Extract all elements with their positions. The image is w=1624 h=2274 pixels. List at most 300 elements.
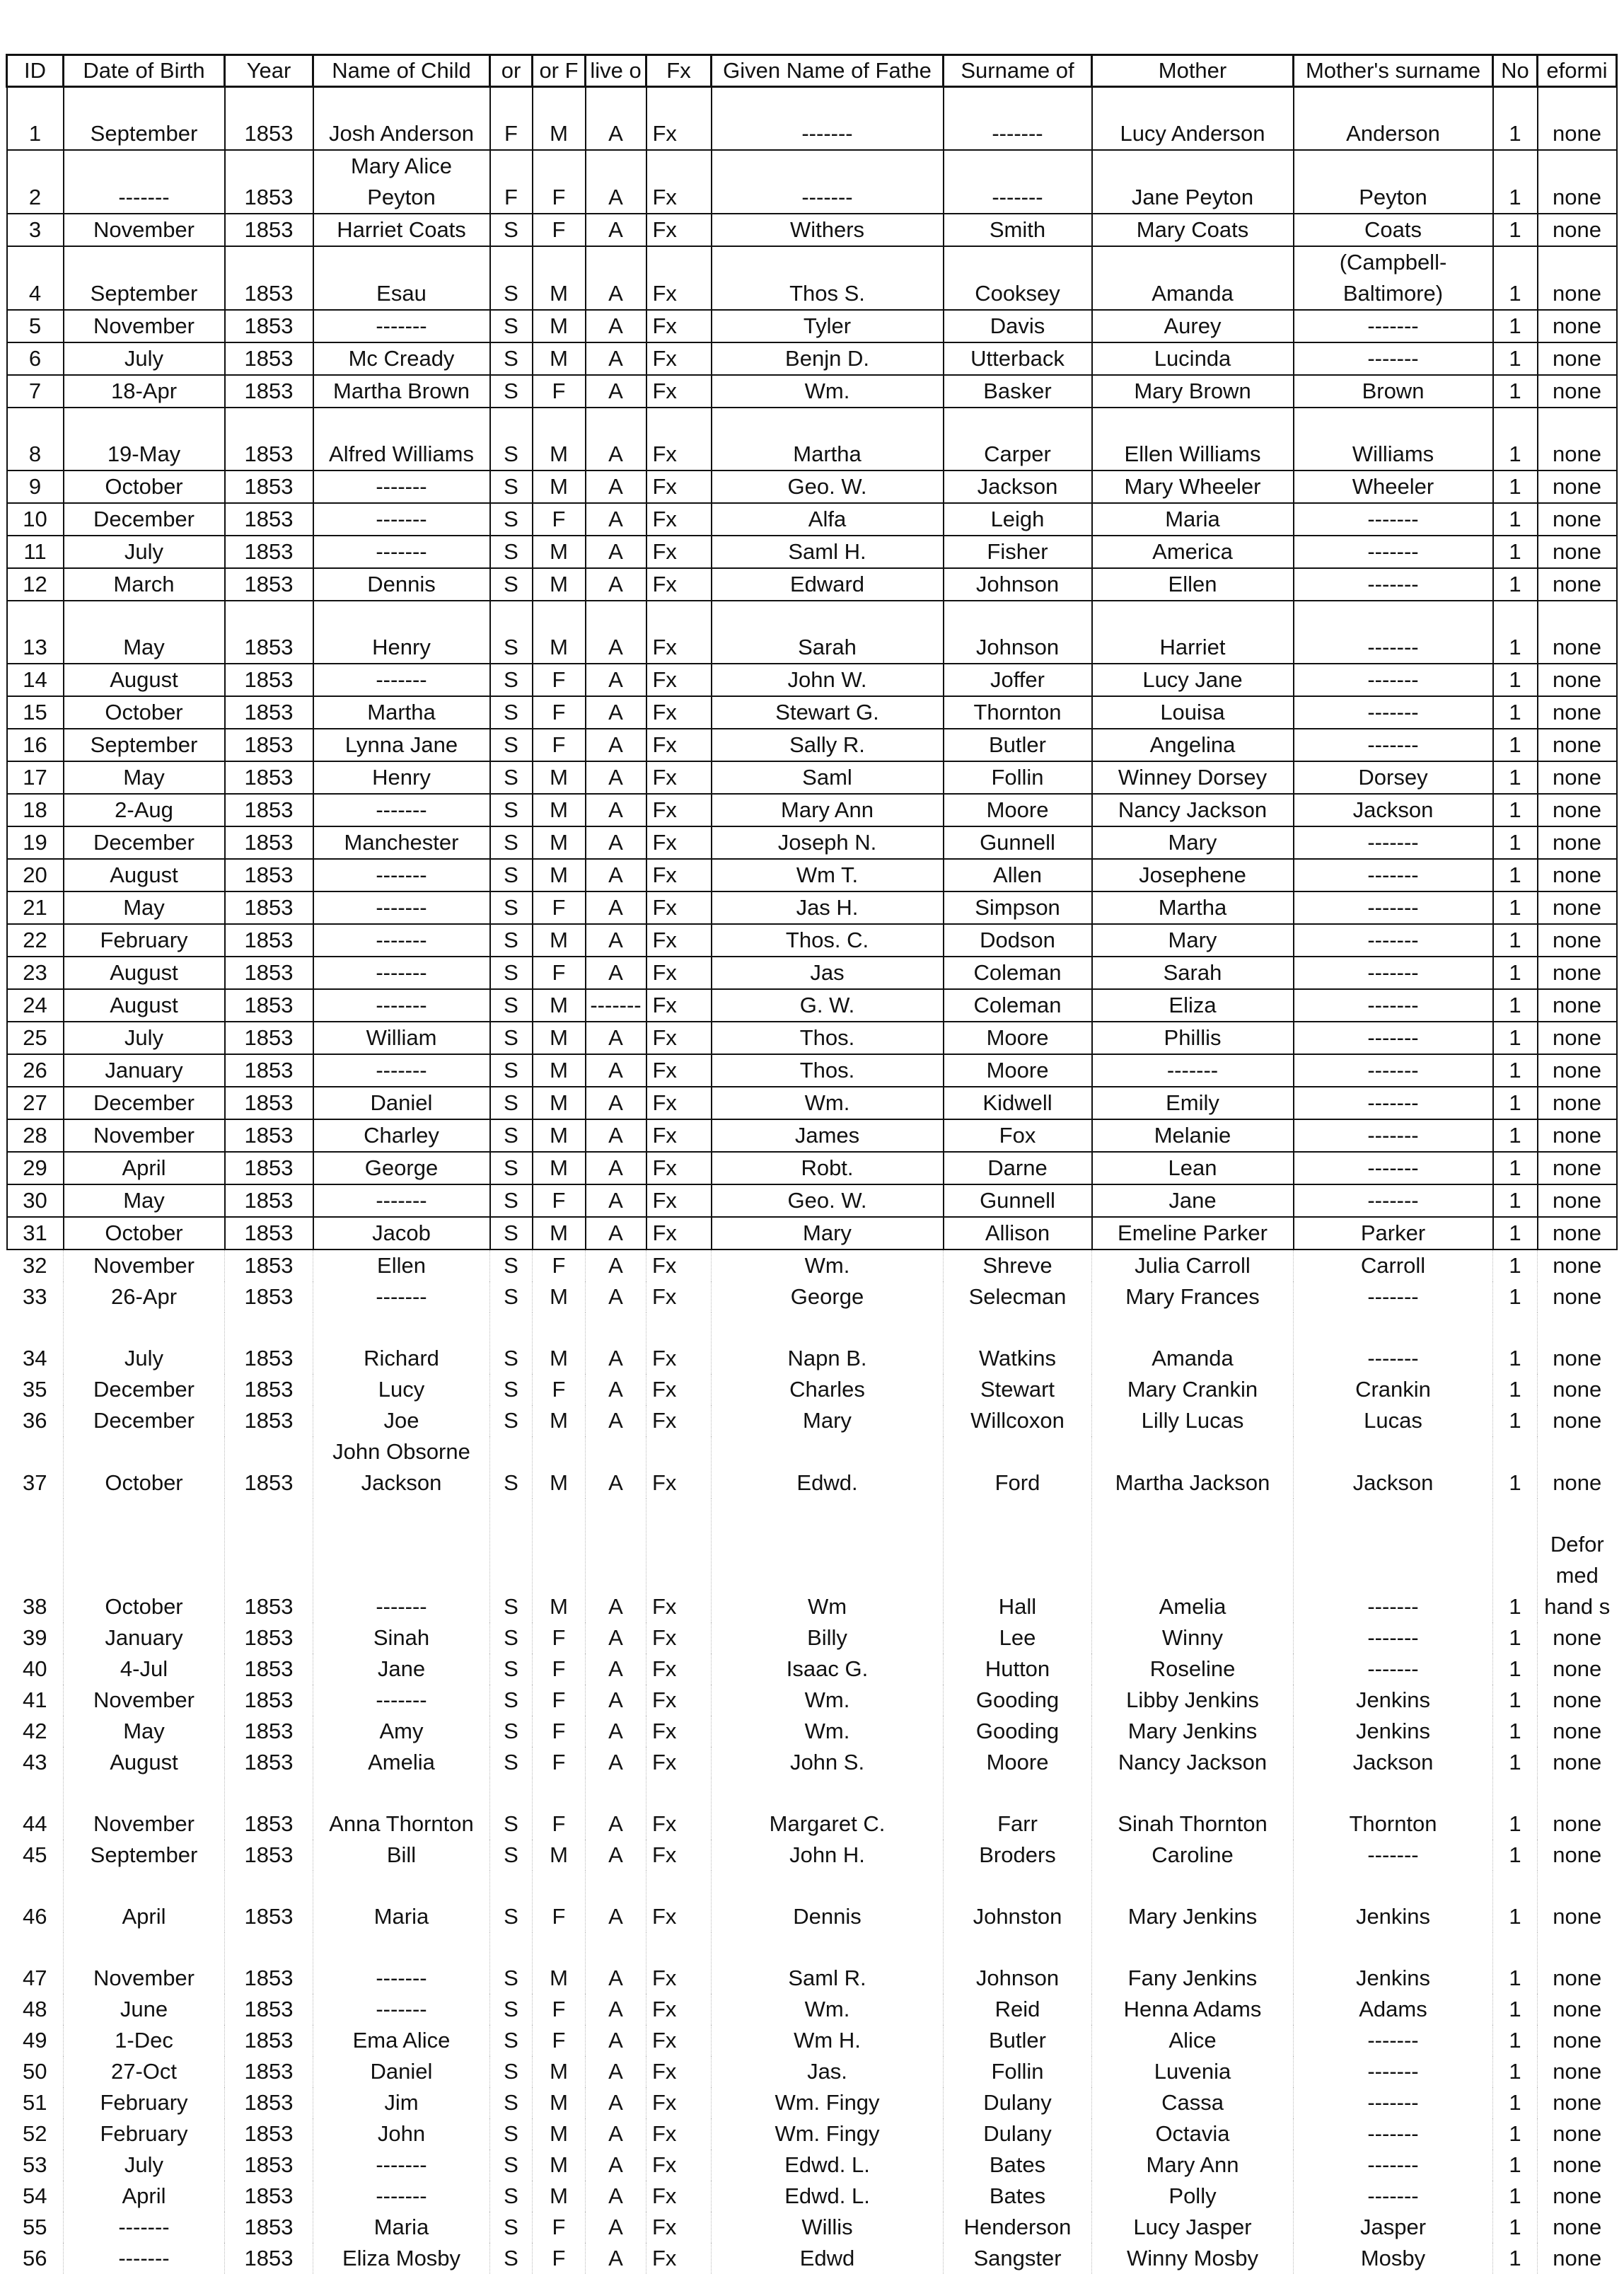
cell-status: S bbox=[490, 957, 533, 989]
cell-surname: Butler bbox=[944, 2025, 1092, 2056]
cell-id: 38 bbox=[7, 1499, 64, 1622]
cell-name-of-child: ------- bbox=[313, 310, 490, 342]
table-row bbox=[7, 1747, 1617, 1778]
cell-alive: A bbox=[586, 1152, 646, 1184]
cell-mother: Emeline Parker bbox=[1092, 1217, 1294, 1249]
cell-mother-surname: ------- bbox=[1294, 1499, 1493, 1622]
table-row bbox=[7, 214, 1617, 246]
cell-alive: A bbox=[586, 1932, 646, 1994]
cell-surname: Gunnell bbox=[944, 1184, 1092, 1217]
cell-id: 7 bbox=[7, 375, 64, 408]
cell-mother-surname: ------- bbox=[1294, 1054, 1493, 1087]
cell-sex: F bbox=[533, 891, 586, 924]
cell-sex: M bbox=[533, 1840, 586, 1871]
cell-surname: Joffer bbox=[944, 664, 1092, 696]
cell-no: 1 bbox=[1493, 2212, 1538, 2243]
cell-father-given-name: Thos. C. bbox=[712, 924, 944, 957]
cell-surname: Butler bbox=[944, 729, 1092, 761]
cell-sex: F bbox=[533, 150, 586, 214]
cell-deformity: none bbox=[1538, 1152, 1617, 1184]
cell-id: 47 bbox=[7, 1932, 64, 1994]
cell-sex: M bbox=[533, 2087, 586, 2118]
cell-fx: Fx bbox=[646, 1022, 712, 1054]
cell-year: 1853 bbox=[225, 408, 313, 471]
cell-alive: A bbox=[586, 342, 646, 375]
cell-status: S bbox=[490, 1653, 533, 1685]
cell-name-of-child: William bbox=[313, 1022, 490, 1054]
cell-status: S bbox=[490, 1312, 533, 1374]
cell-deformity: none bbox=[1538, 214, 1617, 246]
cell-name-of-child: Mary Alice Peyton bbox=[313, 150, 490, 214]
cell-father-given-name: Thos. bbox=[712, 1054, 944, 1087]
cell-name-of-child: Lucy bbox=[313, 1374, 490, 1405]
cell-surname: Shreve bbox=[944, 1249, 1092, 1281]
cell-surname: Reid bbox=[944, 1994, 1092, 2025]
table-row bbox=[7, 568, 1617, 601]
cell-id: 2 bbox=[7, 150, 64, 214]
cell-date-of-birth: August bbox=[64, 859, 225, 891]
cell-fx: Fx bbox=[646, 924, 712, 957]
cell-mother-surname: ------- bbox=[1294, 310, 1493, 342]
cell-id: 11 bbox=[7, 536, 64, 568]
cell-year: 1853 bbox=[225, 794, 313, 826]
cell-date-of-birth: 19-May bbox=[64, 408, 225, 471]
cell-id: 24 bbox=[7, 989, 64, 1022]
cell-no: 1 bbox=[1493, 1087, 1538, 1119]
cell-alive: A bbox=[586, 2243, 646, 2274]
header-status: or bbox=[490, 55, 533, 87]
cell-surname: Selecman bbox=[944, 1281, 1092, 1312]
cell-sex: F bbox=[533, 664, 586, 696]
table-row bbox=[7, 826, 1617, 859]
cell-sex: F bbox=[533, 1778, 586, 1840]
cell-father-given-name: Margaret C. bbox=[712, 1778, 944, 1840]
cell-alive: A bbox=[586, 1716, 646, 1747]
header-deformity: eformi bbox=[1538, 55, 1617, 87]
cell-alive: A bbox=[586, 568, 646, 601]
cell-no: 1 bbox=[1493, 1778, 1538, 1840]
cell-no: 1 bbox=[1493, 761, 1538, 794]
cell-no: 1 bbox=[1493, 1685, 1538, 1716]
cell-name-of-child: John bbox=[313, 2118, 490, 2149]
cell-name-of-child: ------- bbox=[313, 664, 490, 696]
cell-alive: A bbox=[586, 1653, 646, 1685]
cell-year: 1853 bbox=[225, 1778, 313, 1840]
cell-sex: M bbox=[533, 471, 586, 503]
cell-year: 1853 bbox=[225, 2243, 313, 2274]
cell-fx: Fx bbox=[646, 1249, 712, 1281]
cell-mother: Mary bbox=[1092, 826, 1294, 859]
cell-father-given-name: Edwd. L. bbox=[712, 2149, 944, 2181]
cell-fx: Fx bbox=[646, 1932, 712, 1994]
cell-alive: A bbox=[586, 664, 646, 696]
cell-date-of-birth: July bbox=[64, 536, 225, 568]
table-row bbox=[7, 1436, 1617, 1499]
table-row bbox=[7, 664, 1617, 696]
cell-name-of-child: Jim bbox=[313, 2087, 490, 2118]
cell-no: 1 bbox=[1493, 2056, 1538, 2087]
cell-mother-surname: Lucas bbox=[1294, 1405, 1493, 1436]
cell-fx: Fx bbox=[646, 1716, 712, 1747]
cell-id: 34 bbox=[7, 1312, 64, 1374]
cell-surname: Moore bbox=[944, 1022, 1092, 1054]
cell-deformity: none bbox=[1538, 761, 1617, 794]
cell-id: 27 bbox=[7, 1087, 64, 1119]
cell-status: S bbox=[490, 2087, 533, 2118]
cell-no: 1 bbox=[1493, 2181, 1538, 2212]
cell-alive: A bbox=[586, 1249, 646, 1281]
cell-year: 1853 bbox=[225, 375, 313, 408]
cell-mother: Harriet bbox=[1092, 601, 1294, 664]
cell-father-given-name: Dennis bbox=[712, 1871, 944, 1932]
cell-mother-surname: ------- bbox=[1294, 859, 1493, 891]
cell-status: S bbox=[490, 1054, 533, 1087]
cell-sex: F bbox=[533, 1871, 586, 1932]
cell-fx: Fx bbox=[646, 1840, 712, 1871]
cell-father-given-name: Mary bbox=[712, 1405, 944, 1436]
cell-mother: Nancy Jackson bbox=[1092, 794, 1294, 826]
cell-fx: Fx bbox=[646, 2212, 712, 2243]
cell-fx: Fx bbox=[646, 2243, 712, 2274]
cell-mother-surname: ------- bbox=[1294, 664, 1493, 696]
table-row bbox=[7, 1405, 1617, 1436]
cell-status: S bbox=[490, 1436, 533, 1499]
cell-no: 1 bbox=[1493, 1312, 1538, 1374]
cell-year: 1853 bbox=[225, 1022, 313, 1054]
cell-status: S bbox=[490, 761, 533, 794]
cell-surname: Gunnell bbox=[944, 826, 1092, 859]
cell-fx: Fx bbox=[646, 408, 712, 471]
cell-mother: Nancy Jackson bbox=[1092, 1747, 1294, 1778]
cell-date-of-birth: July bbox=[64, 342, 225, 375]
cell-sex: F bbox=[533, 1653, 586, 1685]
cell-sex: M bbox=[533, 1119, 586, 1152]
table-row bbox=[7, 891, 1617, 924]
cell-mother: Louisa bbox=[1092, 696, 1294, 729]
cell-year: 1853 bbox=[225, 989, 313, 1022]
cell-name-of-child: John Obsorne Jackson bbox=[313, 1436, 490, 1499]
cell-no: 1 bbox=[1493, 375, 1538, 408]
cell-mother: Octavia bbox=[1092, 2118, 1294, 2149]
cell-deformity: none bbox=[1538, 2149, 1617, 2181]
cell-deformity: none bbox=[1538, 601, 1617, 664]
cell-deformity: none bbox=[1538, 664, 1617, 696]
cell-father-given-name: Wm. bbox=[712, 1716, 944, 1747]
cell-mother: Julia Carroll bbox=[1092, 1249, 1294, 1281]
cell-fx: Fx bbox=[646, 729, 712, 761]
cell-mother: America bbox=[1092, 536, 1294, 568]
table-row bbox=[7, 1374, 1617, 1405]
cell-year: 1853 bbox=[225, 2149, 313, 2181]
cell-mother: Lucinda bbox=[1092, 342, 1294, 375]
cell-sex: M bbox=[533, 246, 586, 310]
cell-status: S bbox=[490, 859, 533, 891]
cell-father-given-name: John W. bbox=[712, 664, 944, 696]
cell-date-of-birth: August bbox=[64, 957, 225, 989]
cell-fx: Fx bbox=[646, 1217, 712, 1249]
table-row bbox=[7, 924, 1617, 957]
cell-date-of-birth: August bbox=[64, 989, 225, 1022]
cell-mother-surname: Dorsey bbox=[1294, 761, 1493, 794]
cell-mother-surname: ------- bbox=[1294, 1119, 1493, 1152]
cell-date-of-birth: June bbox=[64, 1994, 225, 2025]
cell-father-given-name: Willis bbox=[712, 2212, 944, 2243]
cell-name-of-child: Anna Thornton bbox=[313, 1778, 490, 1840]
cell-alive: A bbox=[586, 87, 646, 151]
cell-name-of-child: ------- bbox=[313, 536, 490, 568]
cell-date-of-birth: 1-Dec bbox=[64, 2025, 225, 2056]
cell-mother: Mary Jenkins bbox=[1092, 1716, 1294, 1747]
cell-alive: A bbox=[586, 729, 646, 761]
cell-mother: Jane bbox=[1092, 1184, 1294, 1217]
cell-no: 1 bbox=[1493, 342, 1538, 375]
cell-status: S bbox=[490, 696, 533, 729]
cell-alive: A bbox=[586, 214, 646, 246]
cell-id: 15 bbox=[7, 696, 64, 729]
cell-id: 37 bbox=[7, 1436, 64, 1499]
cell-date-of-birth: ------- bbox=[64, 2212, 225, 2243]
cell-alive: A bbox=[586, 471, 646, 503]
cell-fx: Fx bbox=[646, 1436, 712, 1499]
cell-deformity: none bbox=[1538, 2181, 1617, 2212]
header-no: No bbox=[1493, 55, 1538, 87]
cell-fx: Fx bbox=[646, 1499, 712, 1622]
cell-status: S bbox=[490, 2118, 533, 2149]
cell-mother-surname: ------- bbox=[1294, 989, 1493, 1022]
cell-deformity: none bbox=[1538, 536, 1617, 568]
cell-surname: Smith bbox=[944, 214, 1092, 246]
cell-no: 1 bbox=[1493, 1716, 1538, 1747]
cell-status: S bbox=[490, 246, 533, 310]
cell-surname: Gooding bbox=[944, 1685, 1092, 1716]
cell-fx: Fx bbox=[646, 664, 712, 696]
cell-fx: Fx bbox=[646, 1994, 712, 2025]
table-row bbox=[7, 2025, 1617, 2056]
table-row bbox=[7, 2118, 1617, 2149]
cell-status: S bbox=[490, 1184, 533, 1217]
cell-alive: A bbox=[586, 1312, 646, 1374]
cell-date-of-birth: December bbox=[64, 1374, 225, 1405]
cell-status: S bbox=[490, 1374, 533, 1405]
cell-father-given-name: Joseph N. bbox=[712, 826, 944, 859]
cell-surname: ------- bbox=[944, 150, 1092, 214]
cell-alive: A bbox=[586, 408, 646, 471]
table-row bbox=[7, 2087, 1617, 2118]
cell-deformity: none bbox=[1538, 1653, 1617, 1685]
cell-alive: A bbox=[586, 2149, 646, 2181]
cell-deformity: Defor med hand s bbox=[1538, 1499, 1617, 1622]
cell-no: 1 bbox=[1493, 1405, 1538, 1436]
cell-mother-surname: Anderson bbox=[1294, 87, 1493, 151]
cell-mother-surname: ------- bbox=[1294, 601, 1493, 664]
table-row bbox=[7, 1249, 1617, 1281]
cell-date-of-birth: December bbox=[64, 826, 225, 859]
header-surname: Surname of bbox=[944, 55, 1092, 87]
cell-alive: A bbox=[586, 536, 646, 568]
cell-alive: A bbox=[586, 1054, 646, 1087]
cell-id: 53 bbox=[7, 2149, 64, 2181]
cell-no: 1 bbox=[1493, 794, 1538, 826]
cell-mother: Lucy Jane bbox=[1092, 664, 1294, 696]
cell-mother-surname: ------- bbox=[1294, 1312, 1493, 1374]
cell-surname: Kidwell bbox=[944, 1087, 1092, 1119]
cell-deformity: none bbox=[1538, 891, 1617, 924]
cell-id: 20 bbox=[7, 859, 64, 891]
cell-date-of-birth: 2-Aug bbox=[64, 794, 225, 826]
cell-year: 1853 bbox=[225, 957, 313, 989]
table-row bbox=[7, 794, 1617, 826]
cell-father-given-name: Tyler bbox=[712, 310, 944, 342]
cell-mother-surname: ------- bbox=[1294, 2181, 1493, 2212]
cell-status: S bbox=[490, 1405, 533, 1436]
cell-name-of-child: Amelia bbox=[313, 1747, 490, 1778]
cell-no: 1 bbox=[1493, 957, 1538, 989]
birth-register-sheet bbox=[6, 54, 1616, 2274]
table-row bbox=[7, 471, 1617, 503]
cell-no: 1 bbox=[1493, 664, 1538, 696]
cell-alive: A bbox=[586, 1778, 646, 1840]
cell-status: S bbox=[490, 1499, 533, 1622]
cell-id: 26 bbox=[7, 1054, 64, 1087]
cell-year: 1853 bbox=[225, 1312, 313, 1374]
cell-alive: A bbox=[586, 859, 646, 891]
cell-mother: Winny Mosby bbox=[1092, 2243, 1294, 2274]
cell-mother-surname: ------- bbox=[1294, 1184, 1493, 1217]
cell-mother-surname: ------- bbox=[1294, 1653, 1493, 1685]
cell-status: S bbox=[490, 664, 533, 696]
cell-father-given-name: Edwd. bbox=[712, 1436, 944, 1499]
cell-name-of-child: Joe bbox=[313, 1405, 490, 1436]
cell-fx: Fx bbox=[646, 310, 712, 342]
table-row bbox=[7, 2149, 1617, 2181]
cell-date-of-birth: July bbox=[64, 1022, 225, 1054]
cell-name-of-child: Manchester bbox=[313, 826, 490, 859]
cell-surname: Jackson bbox=[944, 471, 1092, 503]
cell-alive: A bbox=[586, 601, 646, 664]
cell-surname: Utterback bbox=[944, 342, 1092, 375]
cell-name-of-child: Bill bbox=[313, 1840, 490, 1871]
cell-date-of-birth: November bbox=[64, 1249, 225, 1281]
cell-status: S bbox=[490, 729, 533, 761]
cell-year: 1853 bbox=[225, 1281, 313, 1312]
cell-alive: A bbox=[586, 1087, 646, 1119]
cell-father-given-name: Thos. bbox=[712, 1022, 944, 1054]
cell-fx: Fx bbox=[646, 2118, 712, 2149]
cell-name-of-child: ------- bbox=[313, 1054, 490, 1087]
cell-status: S bbox=[490, 1716, 533, 1747]
cell-id: 31 bbox=[7, 1217, 64, 1249]
header-sex: or F bbox=[533, 55, 586, 87]
cell-sex: F bbox=[533, 1374, 586, 1405]
cell-status: S bbox=[490, 342, 533, 375]
cell-mother: Roseline bbox=[1092, 1653, 1294, 1685]
cell-mother-surname: Mosby bbox=[1294, 2243, 1493, 2274]
cell-mother-surname: ------- bbox=[1294, 2025, 1493, 2056]
cell-mother-surname: ------- bbox=[1294, 536, 1493, 568]
cell-sex: F bbox=[533, 1716, 586, 1747]
cell-alive: A bbox=[586, 503, 646, 536]
cell-id: 54 bbox=[7, 2181, 64, 2212]
cell-father-given-name: John H. bbox=[712, 1840, 944, 1871]
cell-alive: A bbox=[586, 924, 646, 957]
cell-name-of-child: Jacob bbox=[313, 1217, 490, 1249]
cell-id: 13 bbox=[7, 601, 64, 664]
cell-id: 8 bbox=[7, 408, 64, 471]
cell-deformity: none bbox=[1538, 1716, 1617, 1747]
cell-deformity: none bbox=[1538, 310, 1617, 342]
cell-no: 1 bbox=[1493, 2087, 1538, 2118]
cell-father-given-name: Saml H. bbox=[712, 536, 944, 568]
cell-deformity: none bbox=[1538, 1871, 1617, 1932]
cell-father-given-name: ------- bbox=[712, 87, 944, 151]
cell-no: 1 bbox=[1493, 1249, 1538, 1281]
cell-no: 1 bbox=[1493, 729, 1538, 761]
table-row bbox=[7, 1994, 1617, 2025]
cell-id: 35 bbox=[7, 1374, 64, 1405]
cell-year: 1853 bbox=[225, 536, 313, 568]
cell-id: 5 bbox=[7, 310, 64, 342]
cell-mother-surname: Peyton bbox=[1294, 150, 1493, 214]
cell-father-given-name: Saml R. bbox=[712, 1932, 944, 1994]
cell-mother: Libby Jenkins bbox=[1092, 1685, 1294, 1716]
cell-no: 1 bbox=[1493, 601, 1538, 664]
cell-status: F bbox=[490, 150, 533, 214]
cell-deformity: none bbox=[1538, 859, 1617, 891]
cell-fx: Fx bbox=[646, 568, 712, 601]
cell-fx: Fx bbox=[646, 794, 712, 826]
cell-deformity: none bbox=[1538, 794, 1617, 826]
cell-fx: Fx bbox=[646, 957, 712, 989]
cell-fx: Fx bbox=[646, 1281, 712, 1312]
cell-year: 1853 bbox=[225, 1747, 313, 1778]
cell-deformity: none bbox=[1538, 1685, 1617, 1716]
cell-name-of-child: ------- bbox=[313, 924, 490, 957]
table-row bbox=[7, 729, 1617, 761]
cell-status: S bbox=[490, 2149, 533, 2181]
cell-alive: A bbox=[586, 375, 646, 408]
cell-fx: Fx bbox=[646, 1871, 712, 1932]
cell-date-of-birth: September bbox=[64, 246, 225, 310]
cell-mother: Aurey bbox=[1092, 310, 1294, 342]
cell-sex: M bbox=[533, 536, 586, 568]
cell-alive: A bbox=[586, 1022, 646, 1054]
cell-name-of-child: ------- bbox=[313, 2181, 490, 2212]
cell-deformity: none bbox=[1538, 989, 1617, 1022]
cell-father-given-name: Billy bbox=[712, 1622, 944, 1653]
cell-date-of-birth: October bbox=[64, 696, 225, 729]
cell-mother-surname: Williams bbox=[1294, 408, 1493, 471]
cell-sex: M bbox=[533, 1022, 586, 1054]
cell-date-of-birth: December bbox=[64, 503, 225, 536]
cell-name-of-child: ------- bbox=[313, 1994, 490, 2025]
cell-deformity: none bbox=[1538, 568, 1617, 601]
cell-father-given-name: Thos S. bbox=[712, 246, 944, 310]
cell-status: S bbox=[490, 601, 533, 664]
cell-mother: Mary Brown bbox=[1092, 375, 1294, 408]
cell-alive: A bbox=[586, 1994, 646, 2025]
header-mother: Mother bbox=[1092, 55, 1294, 87]
cell-mother-surname: Jenkins bbox=[1294, 1871, 1493, 1932]
cell-sex: M bbox=[533, 1499, 586, 1622]
cell-year: 1853 bbox=[225, 2025, 313, 2056]
cell-fx: Fx bbox=[646, 1685, 712, 1716]
cell-sex: F bbox=[533, 1184, 586, 1217]
cell-surname: Watkins bbox=[944, 1312, 1092, 1374]
cell-father-given-name: Sally R. bbox=[712, 729, 944, 761]
cell-deformity: none bbox=[1538, 2243, 1617, 2274]
cell-alive: A bbox=[586, 310, 646, 342]
cell-father-given-name: Stewart G. bbox=[712, 696, 944, 729]
